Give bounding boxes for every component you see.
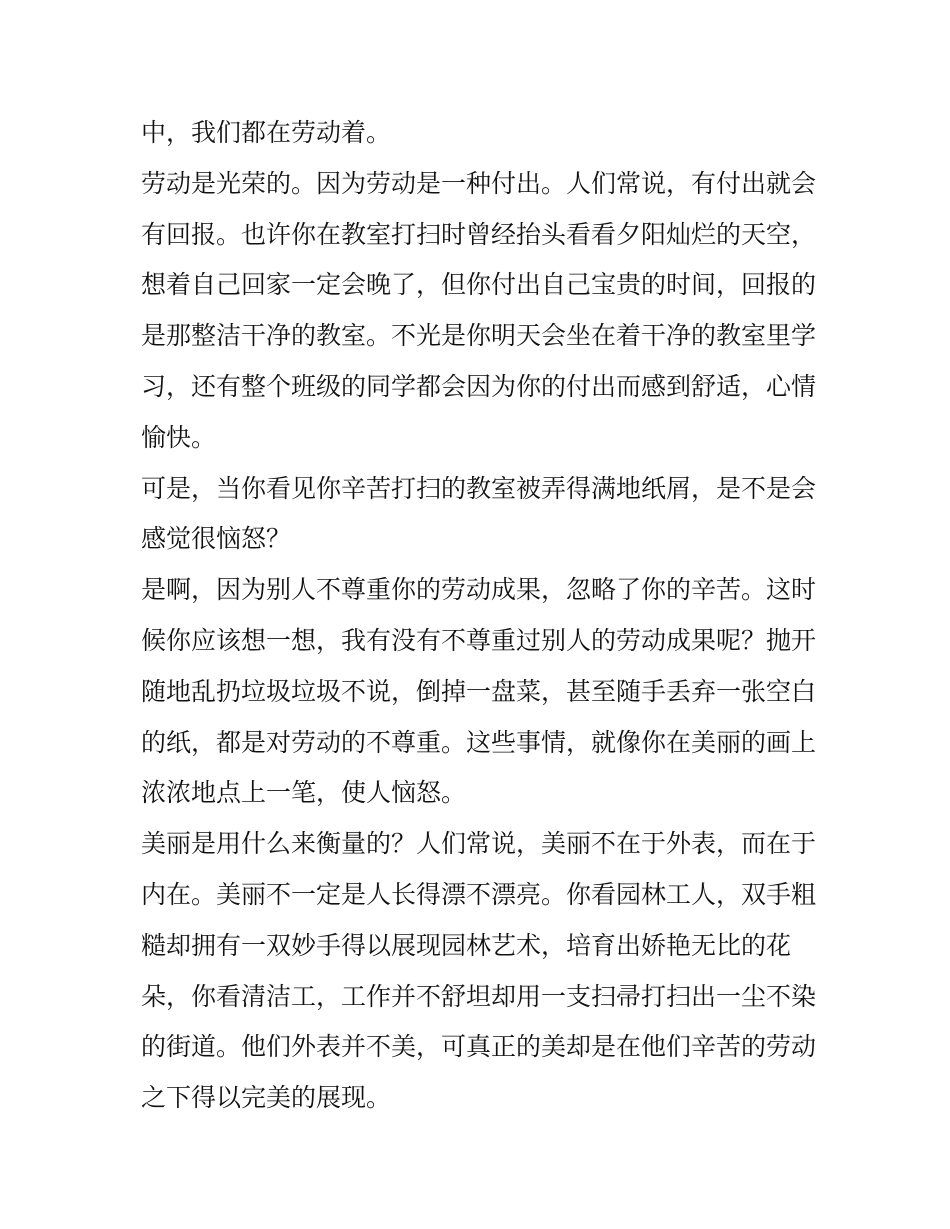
text-line: 的纸，都是对劳动的不尊重。这些事情，就像你在美丽的画上: [141, 727, 817, 757]
text-line: 的街道。他们外表并不美，可真正的美却是在他们辛苦的劳动: [141, 1032, 817, 1062]
text-line: 感觉很恼怒？: [141, 524, 292, 554]
text-line: 愉快。: [141, 422, 217, 452]
text-line: 随地乱扔垃圾垃圾不说，倒掉一盘菜，甚至随手丢弃一张空白: [141, 676, 817, 706]
text-line: 习，还有整个班级的同学都会因为你的付出而感到舒适，心情: [141, 371, 817, 401]
text-line: 劳动是光荣的。因为劳动是一种付出。人们常说，有付出就会: [141, 168, 817, 198]
text-line: 是那整洁干净的教室。不光是你明天会坐在着干净的教室里学: [141, 321, 817, 351]
text-line: 浓浓地点上一笔，使人恼怒。: [141, 778, 467, 808]
text-line: 之下得以完美的展现。: [141, 1083, 392, 1113]
text-line: 美丽是用什么来衡量的？人们常说，美丽不在于外表，而在于: [141, 829, 817, 859]
text-line: 候你应该想一想，我有没有不尊重过别人的劳动成果呢？抛开: [141, 625, 817, 655]
document-body: [141, 108, 821, 1124]
text-line: 中，我们都在劳动着。: [141, 118, 392, 147]
text-line: 朵，你看清洁工，工作并不舒坦却用一支扫帚打扫出一尘不染: [141, 981, 817, 1011]
text-line: 可是，当你看见你辛苦打扫的教室被弄得满地纸屑，是不是会: [141, 473, 817, 503]
text-line: 糙却拥有一双妙手得以展现园林艺术，培育出娇艳无比的花: [141, 930, 792, 960]
text-line: 想着自己回家一定会晚了，但你付出自己宝贵的时间，回报的: [141, 270, 817, 300]
text-line: 有回报。也许你在教室打扫时曾经抬头看看夕阳灿烂的天空，: [141, 219, 817, 249]
text-line: 是啊，因为别人不尊重你的劳动成果，忽略了你的辛苦。这时: [141, 575, 817, 605]
text-line: 内在。美丽不一定是人长得漂不漂亮。你看园林工人，双手粗: [141, 879, 817, 909]
